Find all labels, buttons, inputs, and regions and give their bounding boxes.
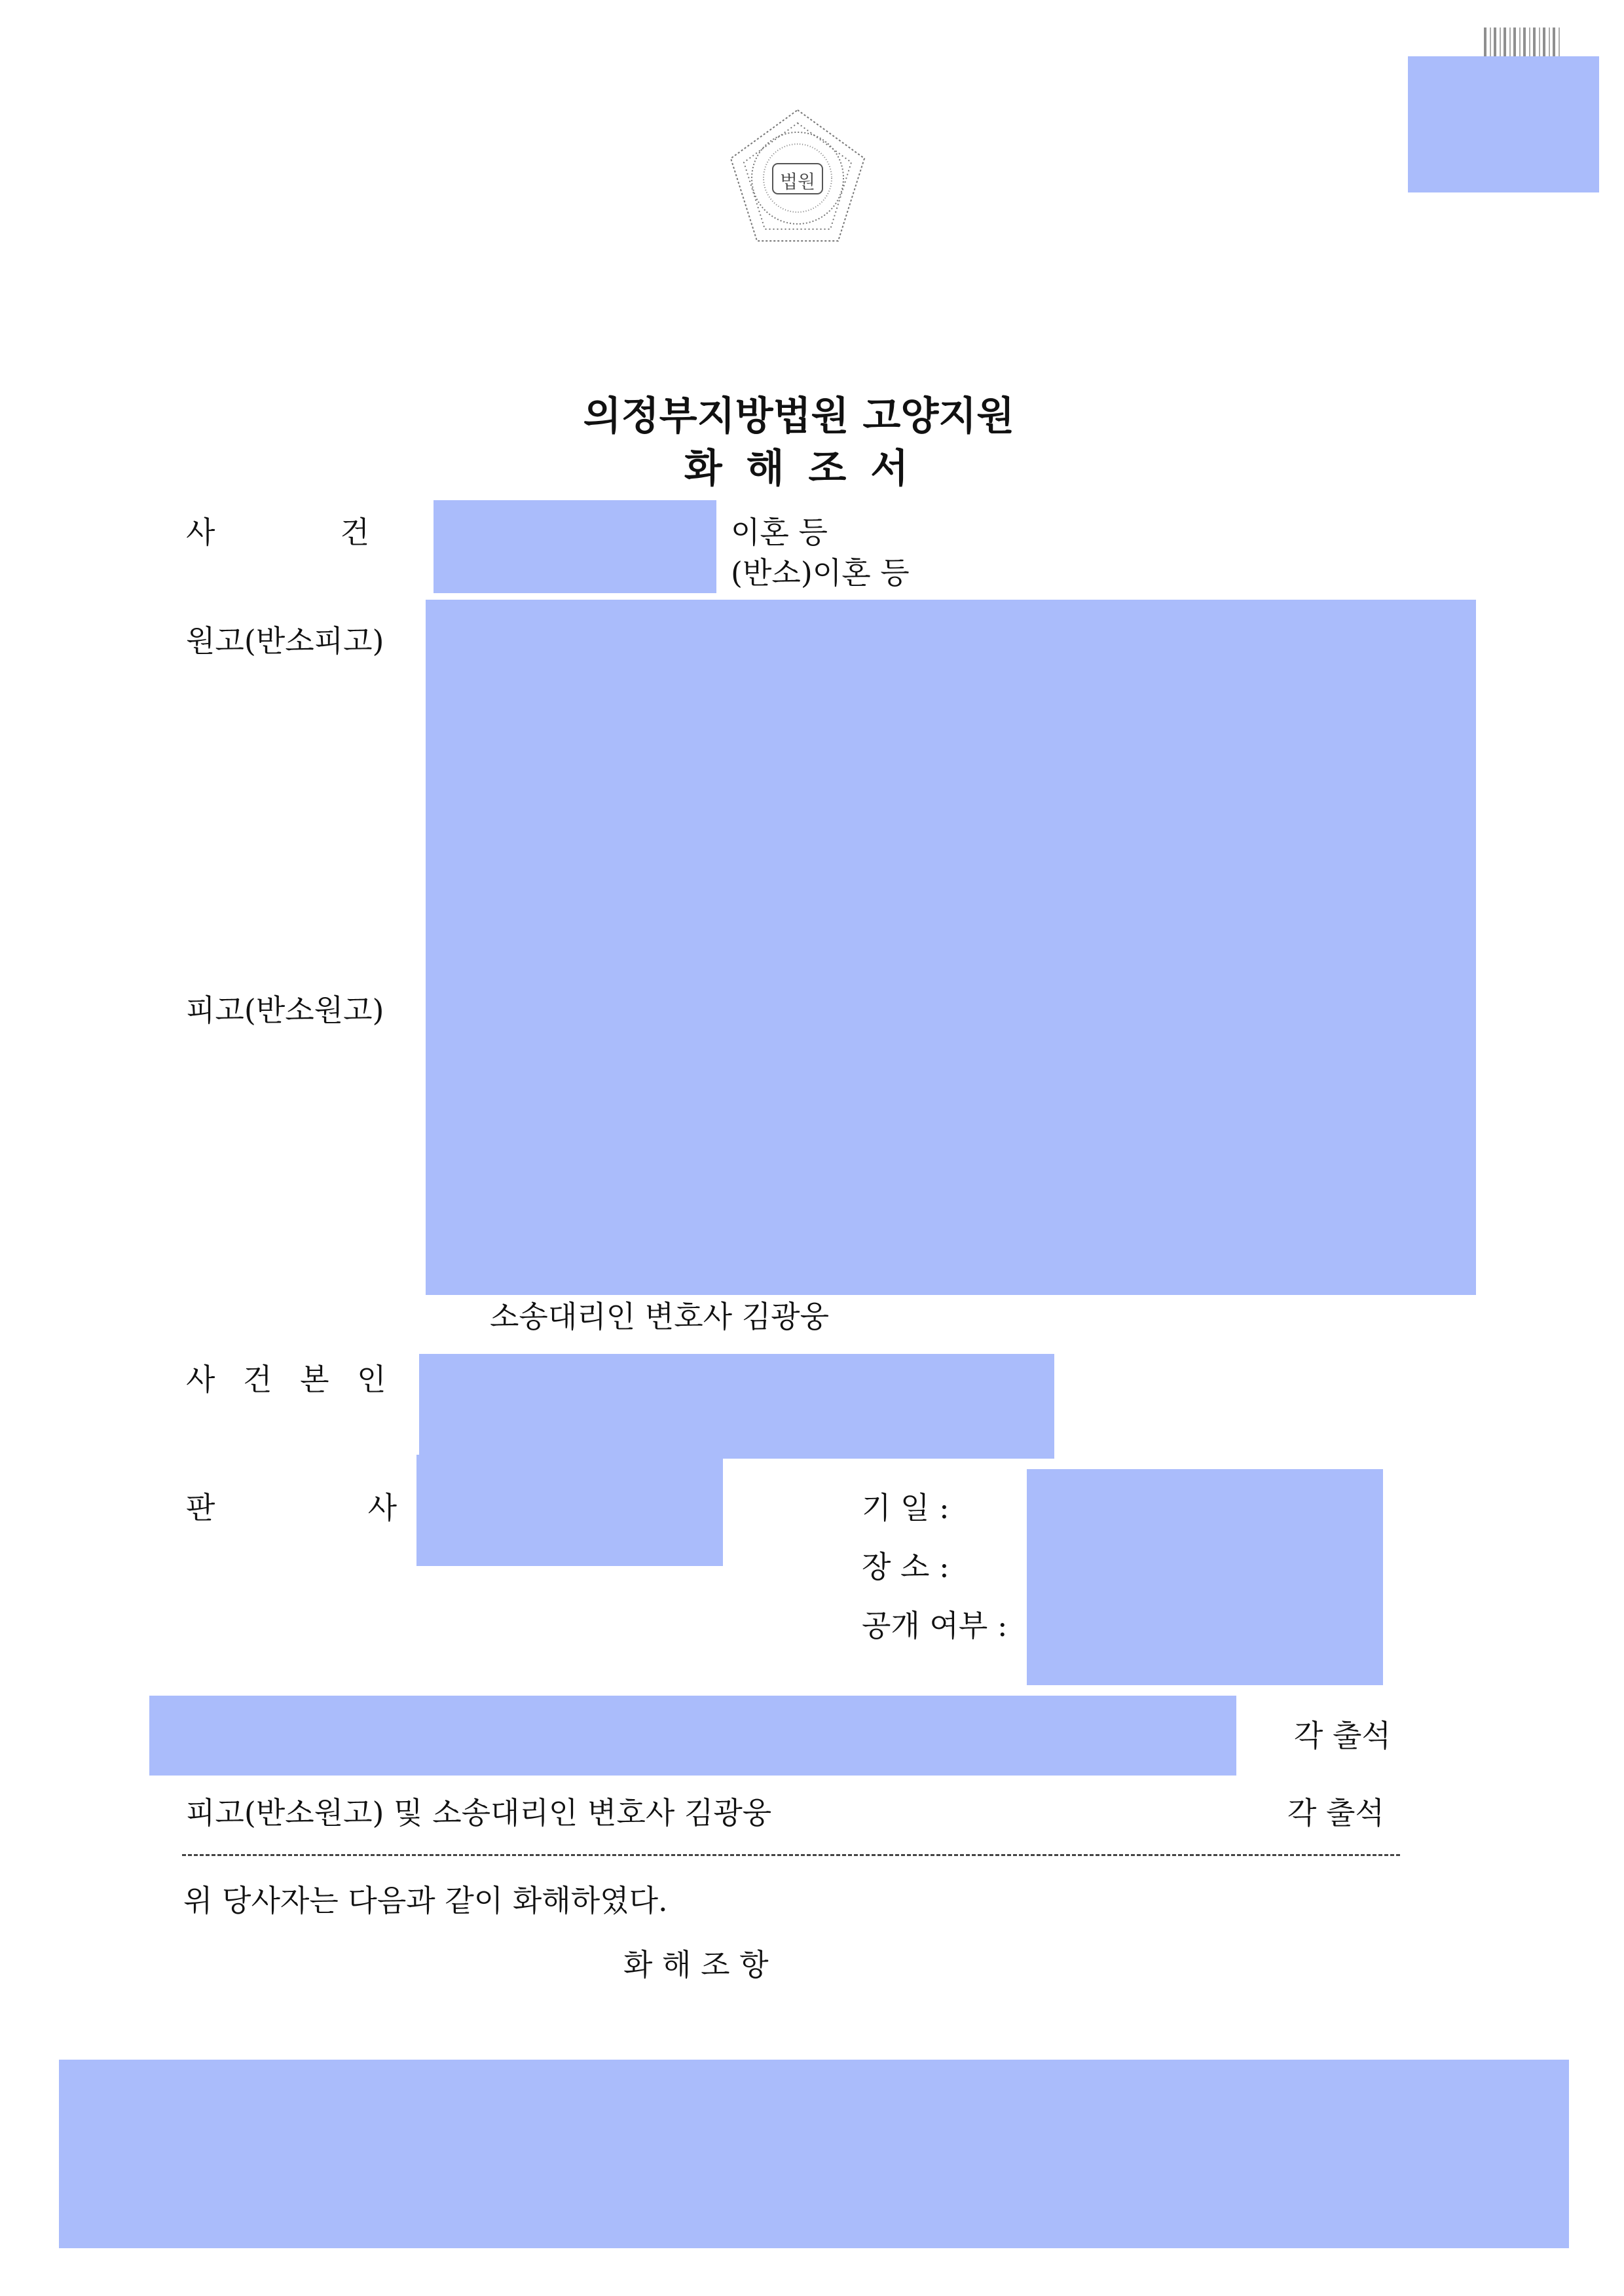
court-emblem: [726, 105, 870, 252]
settlement-intro: 위 당사자는 다음과 같이 화해하였다.: [183, 1883, 668, 1918]
case-principal-label: 사 건 본 인: [186, 1362, 396, 1397]
redacted-case-number: [434, 500, 716, 593]
barcode-mark: [1484, 27, 1562, 58]
redacted-judge-name: [416, 1455, 723, 1566]
case-label: 사 건: [186, 515, 369, 550]
defendant-label: 피고(반소원고): [186, 993, 384, 1028]
redacted-hearing-info: [1027, 1469, 1383, 1685]
case-name-line2: (반소)이혼 등: [731, 555, 910, 591]
public-status-label: 공개 여부 :: [862, 1608, 1008, 1643]
redacted-case-number-box: [1408, 56, 1599, 192]
case-name-line1: 이혼 등: [731, 515, 828, 550]
judge-label: 판 사: [186, 1490, 397, 1525]
emblem-label: 법원: [779, 171, 816, 192]
hearing-date-label: 기 일 :: [862, 1490, 950, 1525]
redacted-settlement-terms: [59, 2060, 1569, 2248]
redacted-case-principal: [419, 1354, 1054, 1459]
redacted-party-details: [426, 600, 1476, 1295]
court-name: 의정부지방법원 고양지원: [583, 393, 1015, 439]
plaintiff-label: 원고(반소피고): [186, 623, 384, 659]
document-title: 화 해 조 서: [684, 446, 914, 492]
hearing-place-label: 장 소 :: [862, 1549, 950, 1584]
defendant-attorney: 소송대리인 변호사 김광웅: [490, 1299, 830, 1334]
settlement-terms-heading: 화 해 조 항: [623, 1947, 769, 1982]
dashed-divider: [182, 1854, 1400, 1856]
attendance-parties-2: 피고(반소원고) 및 소송대리인 변호사 김광웅: [186, 1795, 772, 1831]
attendance-status-2: 각 출석: [1287, 1795, 1384, 1831]
redacted-attendance-parties: [149, 1696, 1236, 1776]
attendance-status-1: 각 출석: [1294, 1718, 1391, 1753]
